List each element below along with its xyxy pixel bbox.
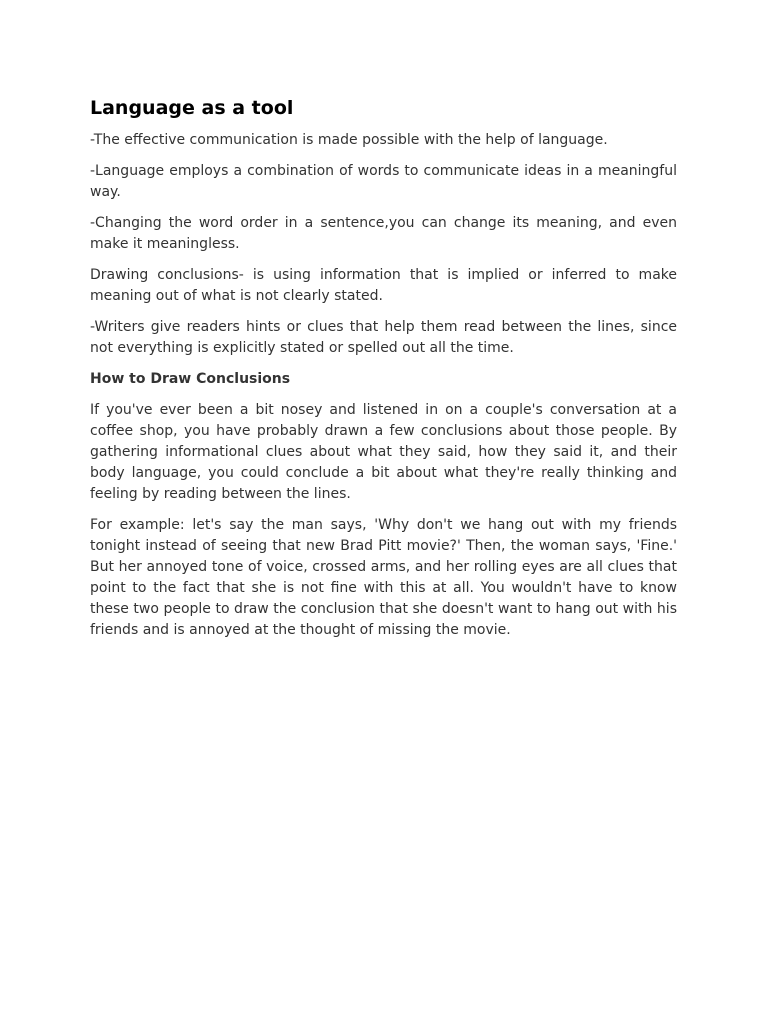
intro-paragraph: -The effective communication is made possible with the help of language. bbox=[90, 132, 608, 148]
document-page bbox=[90, 94, 677, 651]
body-paragraph: If you've ever been a bit nosey and listened in on a couple's conversation at a coffee shop, you have probably drawn a few conclusions about those people. By gathering informational clues about what they said, how they said it, and their body language, you could conclude a bit about what they're really thinking and feeling by reading between the lines. bbox=[90, 402, 677, 502]
intro-paragraph: Drawing conclusions- is using information that is implied or inferred to make meaning out of what is not clearly stated. bbox=[90, 267, 677, 304]
document-title: Language as a tool bbox=[90, 97, 294, 119]
intro-paragraph: -Writers give readers hints or clues that help them read between the lines, since not everything is explicitly stated or spelled out all the time. bbox=[90, 319, 677, 356]
section-heading: How to Draw Conclusions bbox=[90, 371, 291, 387]
body-paragraph: For example: let's say the man says, 'Why don't we hang out with my friends tonight instead of seeing that new Brad Pitt movie?' Then, the woman says, 'Fine.' But her annoyed tone of voice, crossed arms, and her rolling eyes are all clues that point to the fact that she is not fine with this at all. You wouldn't have to know these two people to draw the conclusion that she doesn't want to hang out with his friends and is annoyed at the thought of missing the movie. bbox=[90, 517, 677, 638]
intro-paragraph: -Language employs a combination of words to communicate ideas in a meaningful way. bbox=[90, 163, 677, 200]
intro-paragraph: -Changing the word order in a sentence,you can change its meaning, and even make it meaningless. bbox=[90, 215, 677, 252]
